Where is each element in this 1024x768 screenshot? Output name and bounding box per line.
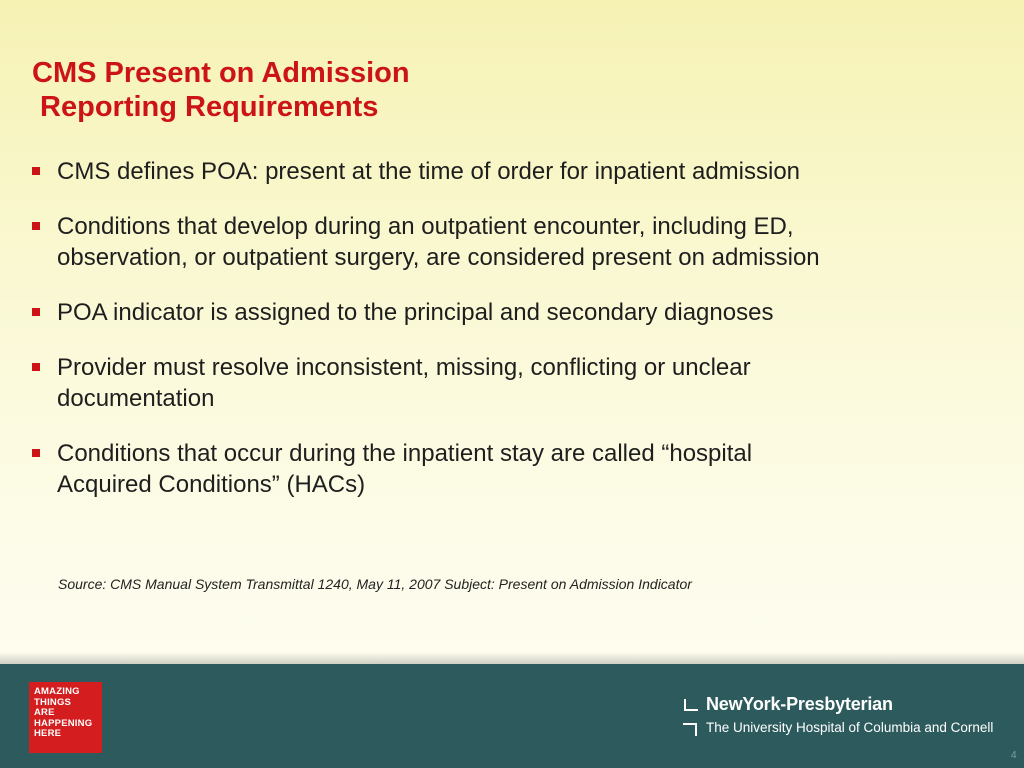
- bullet-text-line: documentation: [57, 385, 215, 412]
- bullet-text-line: observation, or outpatient surgery, are considered present on admission: [57, 244, 820, 271]
- bullet-text: CMS defines POA: present at the time of order for inpatient admission: [57, 158, 801, 185]
- nyp-bracket-logo-icon: [681, 697, 701, 739]
- square-bullet-icon: [32, 167, 40, 175]
- badge-line: THINGS: [34, 696, 72, 708]
- bullet-text-line: Provider must resolve inconsistent, missing, conflicting or unclear: [57, 354, 751, 381]
- square-bullet-icon: [32, 363, 40, 371]
- bullet-item: [30, 156, 990, 187]
- bullet-text-line: Acquired Conditions” (HACs): [57, 471, 366, 498]
- square-bullet-icon: [32, 222, 40, 230]
- badge-line: ARE: [34, 707, 55, 718]
- bullet-item: [30, 211, 990, 273]
- slide-title: [32, 56, 410, 124]
- hospital-logo-name: NewYork-Presbyterian: [706, 694, 893, 714]
- title-line-2: Reporting Requirements: [32, 91, 379, 123]
- page-number: 4: [1011, 750, 1017, 761]
- bullet-item: [30, 352, 990, 414]
- square-bullet-icon: [32, 449, 40, 457]
- bullet-text: POA indicator is assigned to the principal and secondary diagnoses: [57, 299, 774, 326]
- footer-shadow: [0, 652, 1024, 664]
- bullet-item: [30, 297, 990, 328]
- footer-band: [0, 664, 1024, 768]
- title-line-1: CMS Present on Admission: [32, 57, 410, 89]
- square-bullet-icon: [32, 308, 40, 316]
- bullet-text-line: Conditions that develop during an outpatient encounter, including ED,: [57, 213, 794, 240]
- hospital-logo-subtitle: The University Hospital of Columbia and Cornell: [706, 720, 994, 735]
- bullet-list: [30, 156, 990, 524]
- badge-line: HAPPENING: [34, 717, 93, 729]
- badge-line: AMAZING: [34, 686, 80, 697]
- badge-line: HERE: [34, 728, 62, 739]
- source-citation: Source: CMS Manual System Transmittal 1240, May 11, 2007 Subject: Present on Admission Indicator: [58, 576, 692, 592]
- bullet-text-line: Conditions that occur during the inpatient stay are called “hospital: [57, 440, 753, 467]
- amazing-things-badge: [29, 682, 102, 753]
- bullet-item: [30, 438, 990, 500]
